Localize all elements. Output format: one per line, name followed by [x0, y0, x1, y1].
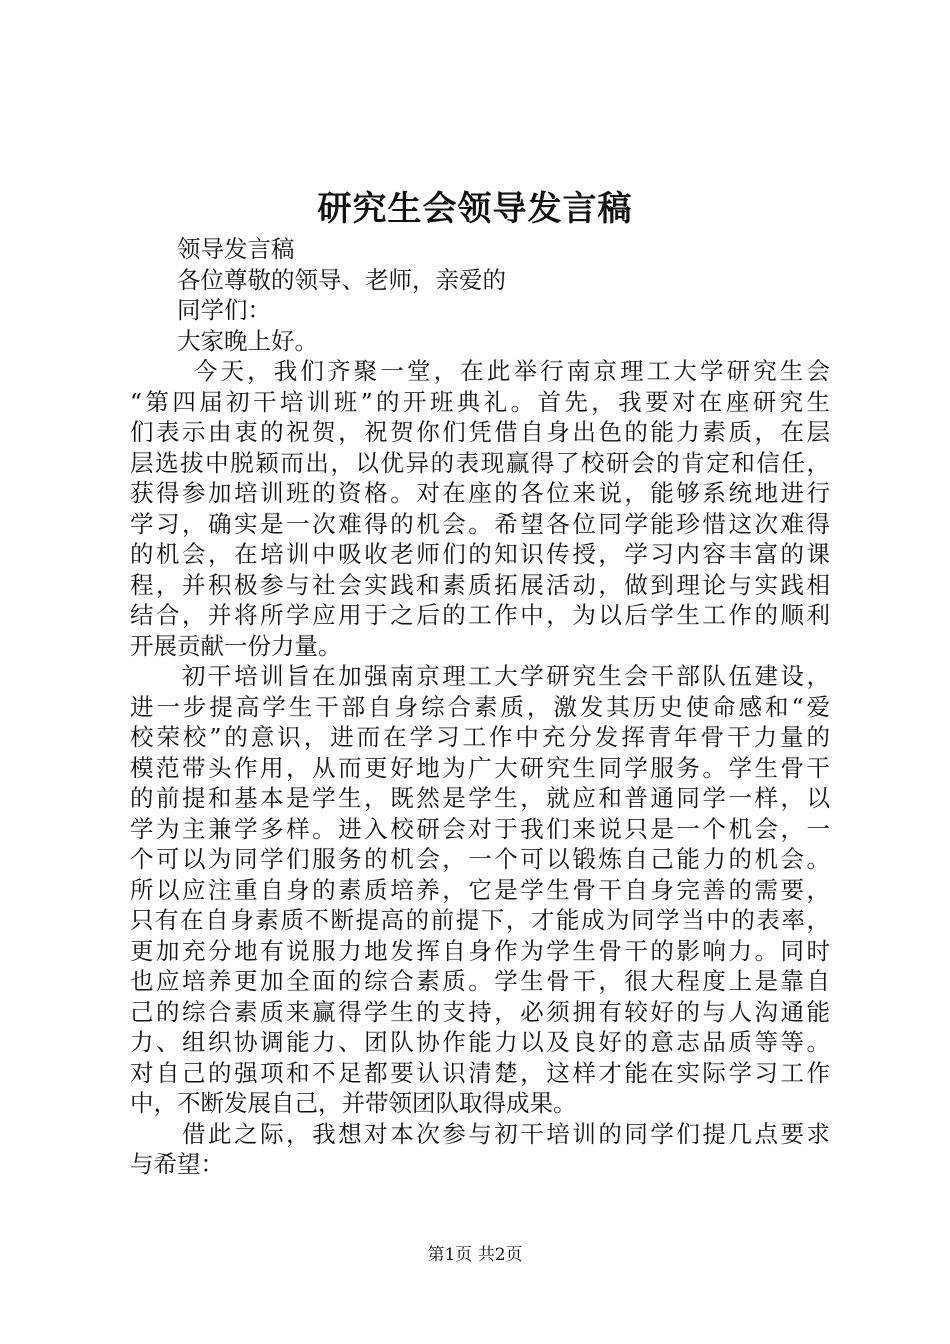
body-line: 的机会，在培训中吸收老师们的知识传授，学习内容丰富的课 [130, 540, 830, 568]
body-line: 开展贡献一份力量。 [130, 631, 342, 660]
body-line: 只有在自身素质不断提高的前提下，才能成为同学当中的表率， [130, 906, 830, 934]
body-line: 己的综合素质来赢得学生的支持，必须拥有较好的与人沟通能 [130, 997, 830, 1026]
body-line: 学为主兼学多样。进入校研会对于我们来说只是一个机会，一 [130, 814, 830, 843]
body-line: 领导发言稿 [130, 235, 295, 263]
body-line: 对自己的强项和不足都要认识清楚，这样才能在实际学习工作 [130, 1058, 830, 1087]
body-line: 模范带头作用，从而更好地为广大研究生同学服务。学生骨干 [130, 753, 830, 782]
body-line: 更加充分地有说服力地发挥自身作为学生骨干的影响力。同时 [130, 936, 830, 965]
body-line: 与希望： [130, 1150, 224, 1178]
document-body [130, 234, 830, 1180]
page-footer: 第1页 共2页 [427, 1245, 523, 1265]
document-title: 研究生会领导发言稿 [317, 189, 633, 229]
body-line: 借此之际，我想对本次参与初干培训的同学们提几点要求 [130, 1119, 830, 1148]
body-line: “第四届初干培训班”的开班典礼。首先，我要对在座研究生 [130, 387, 830, 416]
body-line: 力、组织协调能力、团队协作能力以及良好的意志品质等等。 [130, 1028, 830, 1056]
body-line: 结合，并将所学应用于之后的工作中，为以后学生工作的顺利 [130, 601, 830, 629]
body-line: 同学们： [130, 296, 271, 324]
body-line: 所以应注重自身的素质培养，它是学生骨干自身完善的需要， [130, 875, 830, 904]
body-line: 也应培养更加全面的综合素质。学生骨干，很大程度上是靠自 [130, 967, 830, 995]
body-line: 个可以为同学们服务的机会，一个可以锻炼自己能力的机会。 [130, 845, 830, 873]
body-line: 今天，我们齐聚一堂，在此举行南京理工大学研究生会 [130, 357, 830, 385]
body-line: 进一步提高学生干部自身综合素质，激发其历史使命感和“爱 [130, 692, 830, 721]
body-line: 层选拔中脱颖而出，以优异的表现赢得了校研会的肯定和信任， [130, 448, 830, 477]
body-line: 初干培训旨在加强南京理工大学研究生会干部队伍建设， [130, 662, 830, 690]
body-line: 大家晚上好。 [130, 326, 318, 355]
body-line: 学习，确实是一次难得的机会。希望各位同学能珍惜这次难得 [130, 509, 830, 538]
body-line: 各位尊敬的领导、老师，亲爱的 [130, 265, 506, 294]
body-line: 程，并积极参与社会实践和素质拓展活动，做到理论与实践相 [130, 570, 830, 599]
body-line: 校荣校”的意识，进而在学习工作中充分发挥青年骨干力量的 [130, 723, 830, 751]
body-line: 获得参加培训班的资格。对在座的各位来说，能够系统地进行 [130, 479, 830, 507]
body-line: 的前提和基本是学生，既然是学生，就应和普通同学一样，以 [130, 784, 830, 812]
body-line: 们表示由衷的祝贺，祝贺你们凭借自身出色的能力素质，在层 [130, 418, 830, 446]
body-line: 中，不断发展自己，并带领团队取得成果。 [130, 1089, 577, 1117]
